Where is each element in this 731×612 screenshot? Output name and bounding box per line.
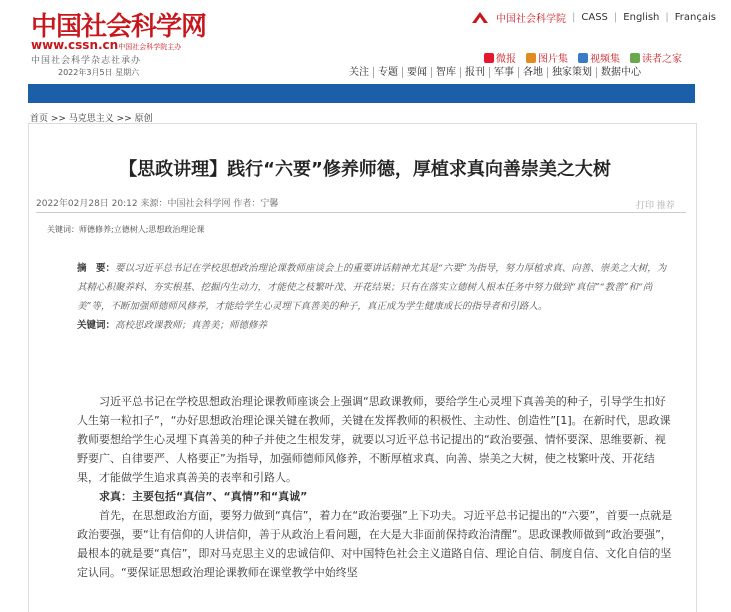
link-cass-cn[interactable]: 中国社会科学院 xyxy=(496,14,566,25)
link-french[interactable]: Français xyxy=(674,12,716,23)
blue-channel-bar xyxy=(28,84,695,103)
reader-icon xyxy=(630,53,640,63)
main-nav xyxy=(345,67,645,78)
abstract-text xyxy=(77,259,674,316)
nav-item[interactable]: 要闻 xyxy=(402,67,431,78)
link-cass[interactable]: CASS xyxy=(581,12,608,23)
article-abstract xyxy=(77,259,674,335)
article-tools[interactable]: 打印 推荐 xyxy=(636,201,675,211)
site-url xyxy=(31,38,181,52)
nav-item[interactable]: 军事 xyxy=(489,67,518,78)
top-links: 中国社会科学院 | CASS | English | Français xyxy=(470,10,716,25)
abstract-kw-label: 关键词： xyxy=(77,320,116,331)
abstract-kw: 高校思政课教师；真善美；师德修养 xyxy=(115,320,268,331)
paragraph: 习近平总书记在学校思想政治理论课教师座谈会上强调“思政课教师，要给学生心灵埋下真善美的种子，引导学生扣好人生第一粒扣子”，“办好思想政治理论课关键在教师，关键在发挥教师的积极性、主动性、创造性”[1]。在新时代，思政课教师要想给学生心灵埋下真善美的种子并使之生根发芽，就要以习近平总书记提出的“政治要强、情怀要深、思维要新、视野要广、自律要严、人格要正”为指导，加强师德师风修养，不断厚植求真、向善、崇美之大树，使之枝繁叶茂、开花结果，才能做学生追求真善美的表率和引路人。 xyxy=(77,395,671,484)
cass-logo-icon xyxy=(470,11,490,25)
videos-link[interactable]: 视频集 xyxy=(578,50,620,65)
abstract-body: 要以习近平总书记在学校思想政治理论课教师座谈会上的重要讲话精神尤其是“六要”为指导，努力厚植求真、向善、崇美之大树，为其精心积聚养料、夯实根基、挖掘内生动力，才能使之枝繁叶茂、开花结果；只有在落实立德树人根本任务中努力做到“真信”“教善”和“尚美”等，不断加强师德师风修养，才能给学生心灵埋下真善美的种子，真正成为学生健康成长的指导者和引路人。 xyxy=(77,263,667,312)
article-meta: 2022年02月28日 20:12 来源：中国社会科学网 作者：宁馨 xyxy=(36,199,279,209)
breadcrumb[interactable]: 首页 >> 马克思主义 >> 原创 xyxy=(30,114,153,124)
nav-item[interactable]: 智库 xyxy=(431,67,460,78)
social-links xyxy=(484,50,682,65)
article-title: 【思政讲理】践行“六要”修养师德，厚植求真向善崇美之大树 xyxy=(119,159,611,180)
paragraph: 首先，在思想政治方面，要努力做到“真信”，着力在“政治要强”上下功夫。习近平总书记提出的“六要”，首要一点就是政治要强，要“让有信仰的人讲信仰，善于从政治上看问题，在大是大非面前保持政治清醒”。思政课教师做到“政治要强”，最根本的就是要“真信”，即对马克思主义的忠诚信仰、对中国特色社会主义道路自信、理论自信、制度自信、文化自信的坚定认同。“要保证思想政治理论课教师在课堂教学中始终坚 xyxy=(77,509,673,579)
photos-icon xyxy=(526,53,536,63)
current-date: 2022年3月5日 星期六 xyxy=(58,68,140,77)
abstract-label: 摘 要： xyxy=(77,263,116,274)
link-english[interactable]: English xyxy=(623,12,660,23)
nav-item[interactable]: 数据中心 xyxy=(596,67,645,78)
abstract-keywords xyxy=(77,316,674,335)
site-url-text: www.cssn.cn xyxy=(31,38,119,52)
article-keywords: 关键词：师德修养;立德树人;思想政治理论课 xyxy=(47,225,205,234)
article-body xyxy=(77,392,674,582)
photos-link[interactable]: 图片集 xyxy=(526,50,568,65)
site-header xyxy=(0,0,731,84)
nav-item[interactable]: 独家策划 xyxy=(547,67,596,78)
site-url-note: 中国社会科学院主办 xyxy=(118,43,182,51)
nav-item[interactable]: 专题 xyxy=(373,67,402,78)
weibo-link[interactable]: 微报 xyxy=(484,50,516,65)
nav-item[interactable]: 报刊 xyxy=(460,67,489,78)
nav-item[interactable]: 各地 xyxy=(518,67,547,78)
section-heading: 求真：主要包括“真信”、“真情”和“真诚” xyxy=(99,490,308,503)
site-subtitle: 中国社会科学杂志社承办 xyxy=(31,56,142,66)
nav-item[interactable]: 关注 xyxy=(349,67,369,78)
site-logo[interactable]: 中国社会科学网 xyxy=(31,12,207,42)
weibo-icon xyxy=(484,53,494,63)
video-icon xyxy=(578,53,588,63)
divider xyxy=(36,212,686,213)
readers-link[interactable]: 读者之家 xyxy=(630,50,682,65)
